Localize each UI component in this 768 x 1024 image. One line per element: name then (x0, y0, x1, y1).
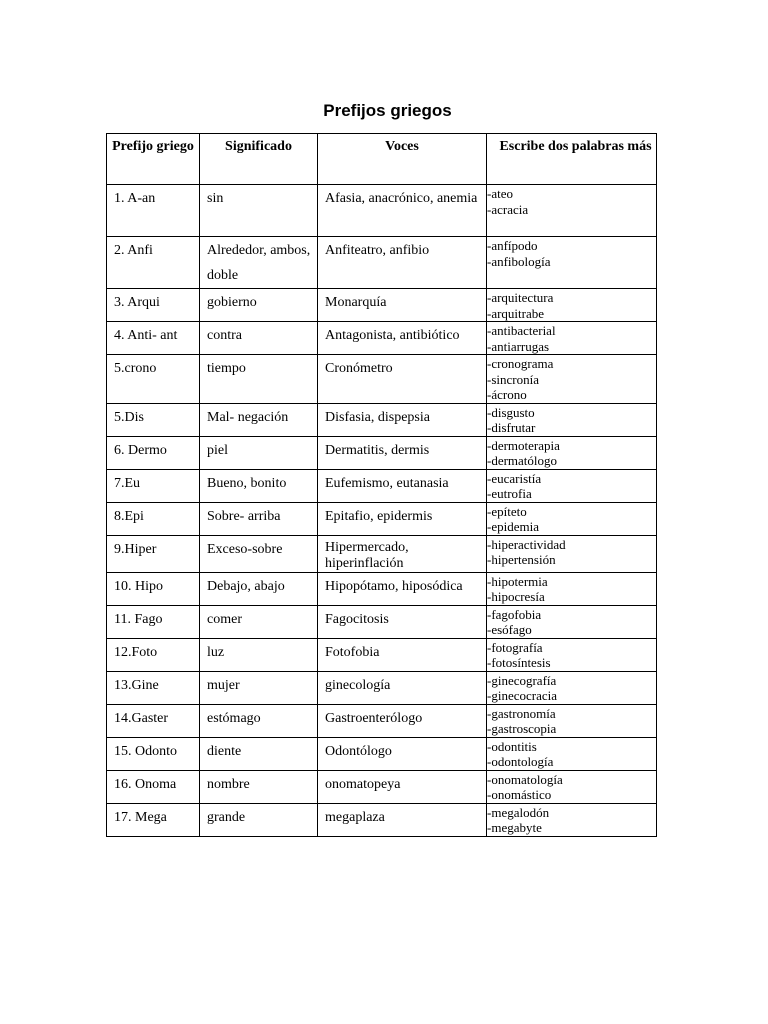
voices-cell: Antagonista, antibiótico (318, 322, 487, 355)
table-row (107, 237, 657, 289)
example-word: -cronograma (487, 356, 554, 371)
examples-cell (487, 355, 657, 404)
table-row (107, 502, 657, 535)
prefix-cell: 13.Gine (107, 671, 200, 704)
example-word: -hipocresía (487, 589, 545, 604)
table-row (107, 671, 657, 704)
examples-cell (487, 605, 657, 638)
table-row (107, 535, 657, 572)
meaning-cell: sin (200, 185, 318, 237)
header-meaning: Significado (200, 134, 318, 185)
header-prefix: Prefijo griego (107, 134, 200, 185)
examples-cell (487, 770, 657, 803)
table-row (107, 355, 657, 404)
example-word: -arquitectura (487, 290, 554, 305)
page-title: Prefijos griegos (323, 101, 452, 120)
prefix-table (106, 133, 657, 837)
meaning-cell: Exceso-sobre (200, 535, 318, 572)
example-word: -gastroscopia (487, 721, 557, 736)
example-word: -fotografía (487, 639, 543, 655)
meaning-cell: piel (200, 436, 318, 469)
examples-cell (487, 737, 657, 770)
example-word: -ginecografía (487, 672, 557, 688)
examples-cell (487, 572, 657, 605)
prefix-cell: 8.Epi (107, 502, 200, 535)
example-word: -ácrono (487, 387, 527, 402)
example-word: -onomatología (487, 771, 563, 787)
voices-cell: megaplaza (318, 803, 487, 836)
prefix-cell: 5.crono (107, 355, 200, 404)
example-word: -acracia (487, 201, 529, 217)
meaning-cell: diente (200, 737, 318, 770)
voices-cell: Monarquía (318, 289, 487, 322)
meaning-cell: Mal- negación (200, 403, 318, 436)
table-row (107, 737, 657, 770)
prefix-cell: 14.Gaster (107, 704, 200, 737)
meaning-cell: Sobre- arriba (200, 502, 318, 535)
meaning-cell: contra (200, 322, 318, 355)
prefix-cell: 15. Odonto (107, 737, 200, 770)
table-row (107, 704, 657, 737)
example-word: -hiperactividad (487, 536, 566, 552)
table-row (107, 803, 657, 836)
example-word: -disgusto (487, 404, 535, 420)
table-row (107, 436, 657, 469)
table-row (107, 638, 657, 671)
table-row (107, 605, 657, 638)
table-row (107, 322, 657, 355)
table-row (107, 403, 657, 436)
example-word: -eutrofia (487, 486, 532, 501)
examples-cell (487, 185, 657, 237)
voices-cell: Disfasia, dispepsia (318, 403, 487, 436)
meaning-cell: gobierno (200, 289, 318, 322)
voices-cell: Eufemismo, eutanasia (318, 469, 487, 502)
table-row (107, 469, 657, 502)
prefix-cell: 1. A-an (107, 185, 200, 237)
example-word: -epíteto (487, 503, 527, 519)
voices-cell: Gastroenterólogo (318, 704, 487, 737)
prefix-cell: 11. Fago (107, 605, 200, 638)
meaning-cell: grande (200, 803, 318, 836)
examples-cell (487, 803, 657, 836)
examples-cell (487, 403, 657, 436)
prefix-cell: 4. Anti- ant (107, 322, 200, 355)
example-word: -eucaristía (487, 470, 542, 486)
example-word: -odontitis (487, 738, 537, 754)
voices-cell: Cronómetro (318, 355, 487, 404)
meaning-cell: mujer (200, 671, 318, 704)
examples-cell (487, 237, 657, 289)
example-word: -megabyte (487, 820, 542, 835)
meaning-cell: Alrededor, ambos, doble (200, 237, 318, 289)
voices-cell: Hipopótamo, hiposódica (318, 572, 487, 605)
voices-cell: Anfiteatro, anfibio (318, 237, 487, 289)
prefix-cell: 17. Mega (107, 803, 200, 836)
prefix-cell: 6. Dermo (107, 436, 200, 469)
voices-cell: Dermatitis, dermis (318, 436, 487, 469)
prefix-cell: 7.Eu (107, 469, 200, 502)
prefix-cell: 9.Hiper (107, 535, 200, 572)
example-word: -anfípodo (487, 238, 538, 253)
meaning-cell: Bueno, bonito (200, 469, 318, 502)
header-examples: Escribe dos palabras más (487, 134, 657, 185)
example-word: -megalodón (487, 804, 550, 820)
voices-cell: Fotofobia (318, 638, 487, 671)
example-word: -arquitrabe (487, 305, 545, 321)
example-word: -onomástico (487, 787, 552, 802)
voices-cell: onomatopeya (318, 770, 487, 803)
example-word: -disfrutar (487, 420, 536, 435)
example-word: -ginecocracia (487, 688, 558, 703)
example-word: -ateo (487, 186, 513, 201)
example-word: -dermoterapia (487, 437, 560, 453)
example-word: -dermatólogo (487, 453, 558, 468)
examples-cell (487, 535, 657, 572)
example-word: -antibacterial (487, 323, 556, 338)
example-word: -antiarrugas (487, 338, 550, 354)
examples-cell (487, 436, 657, 469)
table-row (107, 572, 657, 605)
meaning-cell: estómago (200, 704, 318, 737)
prefix-cell: 5.Dis (107, 403, 200, 436)
voices-cell: Epitafio, epidermis (318, 502, 487, 535)
example-word: -fotosíntesis (487, 655, 551, 670)
voices-cell: Afasia, anacrónico, anemia (318, 185, 487, 237)
examples-cell (487, 638, 657, 671)
prefix-cell: 12.Foto (107, 638, 200, 671)
example-word: -gastronomía (487, 705, 556, 721)
table-row (107, 289, 657, 322)
prefix-cell: 3. Arqui (107, 289, 200, 322)
table-row (107, 770, 657, 803)
examples-cell (487, 704, 657, 737)
voices-cell: Odontólogo (318, 737, 487, 770)
table-header-row (107, 134, 657, 185)
example-word: -anfibología (487, 253, 551, 269)
example-word: -hipotermia (487, 573, 548, 589)
meaning-cell: comer (200, 605, 318, 638)
example-word: -sincronía (487, 371, 539, 387)
header-voices: Voces (318, 134, 487, 185)
examples-cell (487, 289, 657, 322)
voices-cell: ginecología (318, 671, 487, 704)
examples-cell (487, 502, 657, 535)
prefix-cell: 16. Onoma (107, 770, 200, 803)
example-word: -esófago (487, 622, 532, 637)
examples-cell (487, 671, 657, 704)
prefix-cell: 10. Hipo (107, 572, 200, 605)
example-word: -odontología (487, 754, 554, 769)
examples-cell (487, 322, 657, 355)
example-word: -fagofobia (487, 606, 542, 622)
meaning-cell: Debajo, abajo (200, 572, 318, 605)
voices-cell: Hipermercado, hiperinflación (318, 535, 487, 572)
meaning-cell: tiempo (200, 355, 318, 404)
meaning-cell: luz (200, 638, 318, 671)
example-word: -hipertensión (487, 552, 556, 567)
examples-cell (487, 469, 657, 502)
example-word: -epidemia (487, 519, 539, 534)
voices-cell: Fagocitosis (318, 605, 487, 638)
prefix-cell: 2. Anfi (107, 237, 200, 289)
meaning-cell: nombre (200, 770, 318, 803)
table-row (107, 185, 657, 237)
